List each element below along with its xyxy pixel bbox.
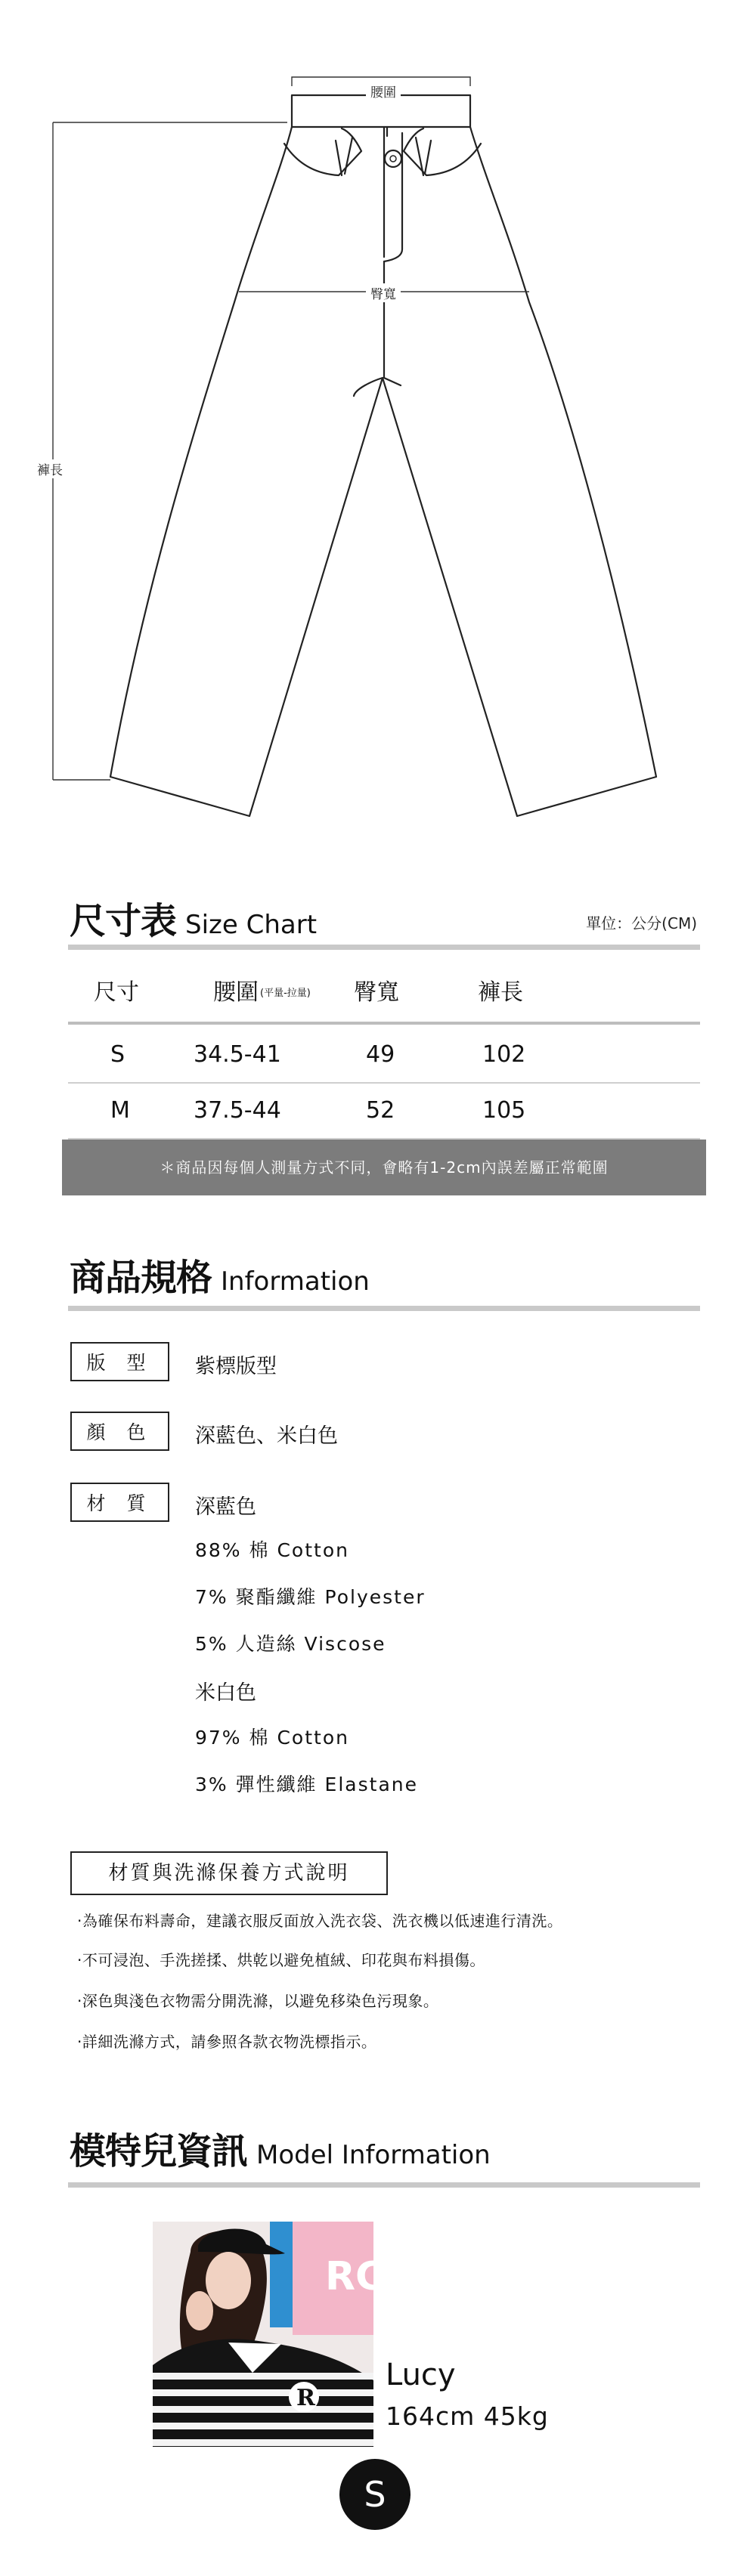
size-chart-title-cn: 尺寸表 bbox=[70, 900, 177, 942]
unit-label: 單位：公分(CM) bbox=[586, 914, 697, 932]
row-s-length: 102 bbox=[482, 1041, 526, 1068]
color-value: 深藍色、米白色 bbox=[195, 1424, 338, 1448]
size-chart-rule bbox=[68, 945, 700, 950]
model-stats: 164cm 45kg bbox=[386, 2401, 549, 2431]
material-line: 88% 棉 Cotton bbox=[195, 1539, 349, 1561]
information-heading bbox=[70, 1248, 370, 1300]
care-line: ‧詳細洗滌方式，請參照各款衣物洗標指示。 bbox=[77, 2033, 377, 2051]
row-m-hip: 52 bbox=[366, 1097, 395, 1124]
header-waist bbox=[213, 966, 311, 1020]
model-photo-illustration bbox=[153, 2222, 385, 2447]
size-chart-heading bbox=[70, 892, 317, 944]
table-header-row bbox=[68, 966, 700, 1020]
length-dimension-label: 褲長 bbox=[33, 459, 67, 478]
row-s-hip: 49 bbox=[366, 1041, 395, 1068]
header-hip: 臀寬 bbox=[354, 979, 399, 1006]
model-info-heading bbox=[70, 2122, 491, 2174]
material-line: 深藍色 bbox=[195, 1495, 256, 1519]
care-line: ‧深色與淺色衣物需分開洗滌，以避免移染色污現象。 bbox=[77, 1992, 439, 2010]
model-size-badge: S bbox=[339, 2459, 411, 2530]
row-s-waist: 34.5-41 bbox=[194, 1041, 281, 1068]
information-title-en: Information bbox=[221, 1266, 370, 1297]
material-line: 97% 棉 Cotton bbox=[195, 1727, 349, 1749]
table-row bbox=[68, 1084, 700, 1140]
material-line: 7% 聚酯纖維 Polyester bbox=[195, 1586, 426, 1608]
material-line: 米白色 bbox=[195, 1681, 256, 1705]
measurement-note: ＊商品因每個人測量方式不同，會略有1-2cm內誤差屬正常範圍 bbox=[62, 1140, 706, 1195]
photo-sign-text: RC bbox=[325, 2254, 385, 2299]
information-rule bbox=[68, 1306, 700, 1311]
material-line: 5% 人造絲 Viscose bbox=[195, 1633, 386, 1655]
care-line: ‧為確保布料壽命，建議衣服反面放入洗衣袋、洗衣機以低速進行清洗。 bbox=[77, 1912, 563, 1930]
model-info-title-cn: 模特兒資訊 bbox=[70, 2130, 248, 2172]
row-m-waist: 37.5-44 bbox=[194, 1097, 281, 1124]
row-s-size: S bbox=[110, 1041, 125, 1068]
pants-diagram bbox=[0, 0, 756, 846]
header-size: 尺寸 bbox=[94, 979, 139, 1006]
fit-value: 紫標版型 bbox=[195, 1355, 277, 1378]
model-info-rule bbox=[68, 2182, 700, 2188]
color-label-box: 顏 色 bbox=[70, 1412, 169, 1451]
material-label-box: 材 質 bbox=[70, 1483, 169, 1522]
care-line: ‧不可浸泡、手洗搓揉、烘乾以避免植絨、印花與布料損傷。 bbox=[77, 1951, 485, 1969]
material-line: 3% 彈性纖維 Elastane bbox=[195, 1774, 418, 1795]
model-photo bbox=[153, 2222, 385, 2447]
care-title-box: 材質與洗滌保養方式說明 bbox=[70, 1851, 388, 1895]
waist-dimension-label: 腰圍 bbox=[366, 82, 401, 101]
hip-dimension-label: 臀寬 bbox=[366, 283, 401, 302]
header-length: 褲長 bbox=[478, 979, 523, 1006]
table-header-rule bbox=[68, 1022, 700, 1025]
table-row bbox=[68, 1028, 700, 1084]
row-m-length: 105 bbox=[482, 1097, 526, 1124]
information-title-cn: 商品規格 bbox=[70, 1257, 212, 1299]
shirt-logo-text: R bbox=[296, 2385, 315, 2411]
model-info-title-en: Model Information bbox=[256, 2140, 491, 2170]
header-waist-note: (平量-拉量) bbox=[260, 987, 311, 999]
fit-label-box: 版 型 bbox=[70, 1342, 169, 1381]
size-chart-title-en: Size Chart bbox=[185, 910, 318, 940]
model-name: Lucy bbox=[386, 2358, 456, 2392]
row-m-size: M bbox=[110, 1097, 130, 1124]
header-waist-label: 腰圍 bbox=[213, 979, 259, 1006]
